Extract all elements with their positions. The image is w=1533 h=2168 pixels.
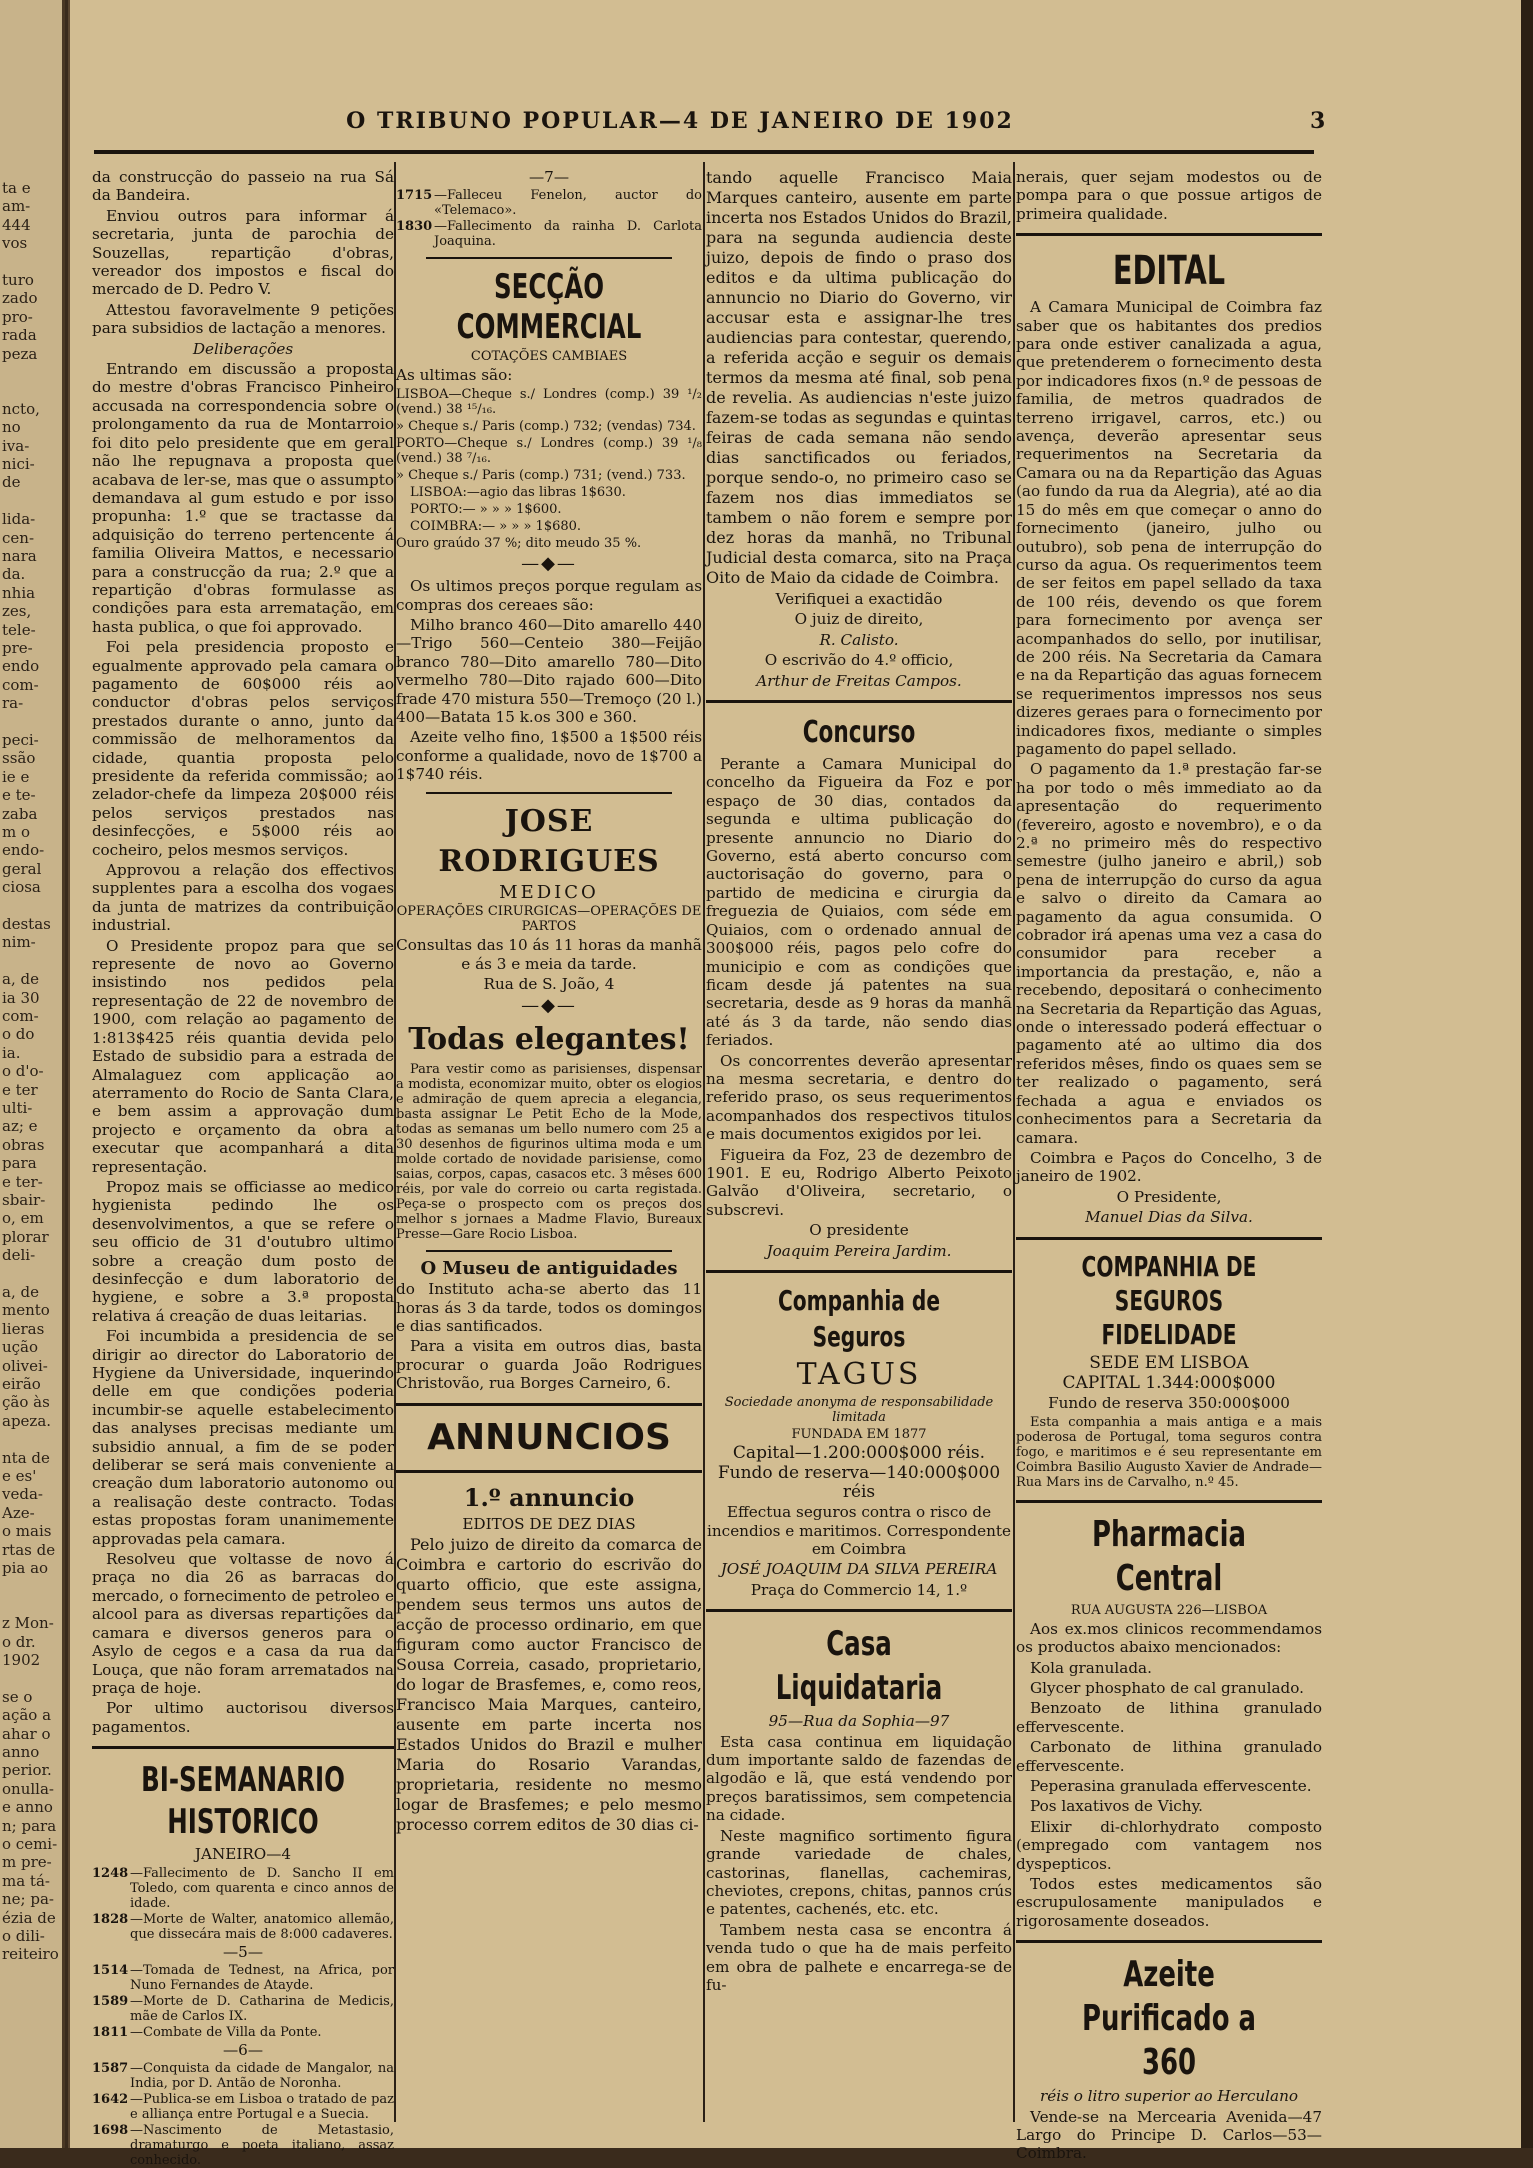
- exchange-line: PORTO—Cheque s./ Londres (comp.) 39 ¹/₈ (vend.) 38 ⁷/₁₆.: [396, 435, 702, 466]
- strip-fragment: tele-: [2, 620, 36, 639]
- column-divider: [1013, 162, 1015, 2122]
- paragraph: Aos ex.mos clinicos recommendamos os productos abaixo mencionados:: [1016, 1619, 1322, 1657]
- product-item: Benzoato de lithina granulado effervescente.: [1016, 1699, 1322, 1736]
- strip-fragment: eirão: [2, 1375, 41, 1393]
- strip-fragment: o dr.: [2, 1632, 36, 1651]
- strip-fragment: e ter: [2, 1080, 38, 1099]
- divider: [426, 257, 672, 259]
- strip-fragment: m o: [2, 823, 31, 841]
- product-item: Kola granulada.: [1030, 1658, 1152, 1677]
- strip-fragment: turo: [2, 271, 34, 289]
- clerk-label: O escrivão do 4.º officio,: [764, 651, 954, 670]
- divider: [1016, 1237, 1322, 1240]
- bisemanario-title: BI-SEMANARIO HISTORICO: [141, 1760, 345, 1843]
- exchange-line: LISBOA—Cheque s./ Londres (comp.) 39 ¹/₂ (vend.) 38 ¹⁵/₁₆.: [396, 386, 702, 417]
- divider: [1016, 1940, 1322, 1943]
- announcement-number: 1.º annuncio: [463, 1482, 635, 1512]
- divider: [1016, 1500, 1322, 1503]
- reserve-line: Fundo de reserva—140:000$000 réis: [717, 1463, 1001, 1502]
- paragraph: Foi incumbida a presidencia de se dirigir ao director do Laboratorio de Hygiene da Universidade, inquerindo delle em que condições poderia incumbir-se aquelle estabelecimento das analyses precisas mediante um subsidio annual, a fim de se poder deliberar se será mais conveniente a creação dum laboratorio autonomo ou a realisação deste contracto. Todas estas propostas foram unanimemente approvadas pela camara.: [92, 1327, 394, 1548]
- history-entry: 1715 —Falleceu Fenelon, auctor do «Telemaco».: [396, 188, 702, 219]
- strip-fragment: peza: [2, 344, 38, 363]
- paragraph: Os concorrentes deverão apresentar na mesma secretaria, e dentro do referido praso, os seus requerimentos acompanhados dos respectivos titulos e mais documentos exigidos por lei.: [706, 1051, 1012, 1144]
- divider: [92, 1746, 394, 1749]
- strip-fragment: rtas de: [2, 1540, 56, 1559]
- column-1: [92, 168, 394, 2168]
- product-item: Peperasina granulada effervescente.: [1030, 1777, 1312, 1795]
- casa-address: 95—Rua da Sophia—97: [768, 1712, 950, 1731]
- exchange-line: Ouro graúdo 37 %; dito meudo 35 %.: [396, 535, 642, 551]
- strip-fragment: ção às: [2, 1393, 50, 1412]
- history-entry: 1830 —Fallecimento da rainha D. Carlota Joaquina.: [396, 219, 702, 250]
- agent-address: Praça do Commercio 14, 1.º: [750, 1580, 968, 1599]
- olive-oil-subtitle: réis o litro superior ao Herculano: [1039, 2087, 1299, 2106]
- page-header: O TRIBUNO POPULAR—4 DE JANEIRO DE 1902: [346, 108, 1014, 134]
- product-item: Elixir di-chlorhydrato composto (empregado com vantagem nos dyspepticos.: [1016, 1817, 1322, 1873]
- insurance-title: Companhia de Seguros: [777, 1284, 941, 1353]
- product-list: [1016, 1659, 1322, 1873]
- strip-fragment: ta e: [2, 179, 31, 197]
- doctor-name: JOSE RODRIGUES: [438, 803, 660, 879]
- strip-fragment: 444: [2, 215, 31, 234]
- strip-fragment: o mais: [2, 1522, 52, 1541]
- fidelidade-reserve: Fundo de reserva 350:000$000: [1048, 1394, 1290, 1413]
- bisemanario-month: JANEIRO—4: [194, 1845, 292, 1864]
- paragraph: Neste magnifico sortimento figura grande variedade de chales, castorinas, flanellas, cachemiras, cheviotes, crepons, chitas, pannos crús e patentes, cachenés, etc. etc.: [706, 1826, 1012, 1919]
- strip-fragment: nim-: [2, 933, 36, 952]
- judge-name: R. Calisto.: [819, 630, 899, 649]
- history-entry: 1589 —Morte de D. Catharina de Medicis, mãe de Carlos IX.: [92, 1993, 394, 2024]
- strip-fragment: anno: [2, 1743, 40, 1761]
- doctor-services: OPERAÇÕES CIRURGICAS—OPERAÇÕES DE PARTOS: [396, 904, 702, 935]
- strip-fragment: z Mon-: [2, 1614, 54, 1633]
- paragraph: Entrando em discussão a proposta do mestre d'obras Francisco Pinheiro accusada na correspondencia sobre o prolongamento da rua de Montarroio foi dito pelo presidente que em geral não lhe repugnava a proposta que acabava de ler-se, mas que o assumpto demandava al gum estudo e por isso propunha: 1.º que se tractasse da adquisição do terreno pertencente á familia Oliveira Mattos, e necessario para a construcção da rua; 2.º que a repartição d'obras formulasse as condições para esta arrematação, em hasta publica, o que foi approvado.: [92, 360, 394, 636]
- strip-fragment: ma tá-: [2, 1871, 50, 1890]
- paragraph: Approvou a relação dos effectivos supplentes para a escolha dos vogaes da junta de matrizes da contribuição industrial.: [92, 861, 394, 935]
- divider: [1016, 233, 1322, 236]
- strip-fragment: m pre-: [2, 1853, 52, 1872]
- strip-fragment: onulla-: [2, 1779, 54, 1798]
- ornament-divider: —◆—: [521, 995, 577, 1017]
- strip-fragment: zaba: [2, 804, 38, 823]
- strip-fragment: n; para: [2, 1816, 57, 1835]
- strip-fragment: reiteiro: [2, 1945, 59, 1964]
- history-entry: 1587 —Conquista da cidade de Mangalor, na India, por D. Antão de Noronha.: [92, 2061, 394, 2092]
- strip-fragment: e anno: [2, 1798, 53, 1817]
- strip-fragment: Aze-: [2, 1503, 35, 1522]
- divider: [706, 1270, 1012, 1273]
- history-entry: 1698 —Nascimento de Metastasio, dramaturgo e poeta italiano, assaz conhecido.: [92, 2123, 394, 2168]
- verification: Verifiquei a exactidão: [775, 590, 943, 608]
- strip-fragment: com-: [2, 1007, 39, 1025]
- edital-title: EDITAL: [1112, 248, 1226, 295]
- olive-oil-title: Azeite Purificado a 360: [1081, 1954, 1257, 2084]
- strip-fragment: o do: [2, 1025, 35, 1044]
- paragraph: Coimbra e Paços do Concelho, 3 de janeiro de 1902.: [1016, 1148, 1322, 1186]
- paragraph: da construcção do passeio na rua Sá da Bandeira.: [92, 168, 394, 205]
- paragraph: Milho branco 460—Dito amarello 440—Trigo 560—Centeio 380—Feijão branco 780—Dito amarello 780—Dito vermelho 780—Dito rajado 600—Dito frade 470 mistura 550—Tremoço (20 l.) 400—Batata 15 k.os 300 e 360.: [396, 616, 702, 727]
- strip-fragment: veda-: [2, 1485, 43, 1504]
- previous-page-strip: [0, 0, 65, 2148]
- strip-fragment: com-: [2, 675, 39, 694]
- strip-fragment: vos: [2, 234, 28, 253]
- history-entry: 1642 —Publica-se em Lisboa o tratado de paz e alliança entre Portugal e a Suecia.: [92, 2092, 394, 2123]
- strip-fragment: am-: [2, 197, 31, 216]
- paragraph: Esta companhia a mais antiga e a mais poderosa de Portugal, toma seguros contra fogo, e maritimos e é seu representante em Coimbra Basilio Augusto Xavier de Andrade—Rua Mars ins de Carvalho, n.º 45.: [1016, 1414, 1322, 1490]
- doctor-address: Rua de S. João, 4: [483, 974, 615, 993]
- strip-fragment: ução: [2, 1338, 39, 1357]
- paragraph: Propoz mais se officiasse ao medico hygienista pedindo lhe os desenvolvimentos, a que se refere o seu officio de 31 d'outubro ultimo sobre a creação dum posto de desinfecção e dum laboratorio de hygiene, e sobre a 3.ª proposta relativa á creação de duas leitarias.: [92, 1177, 394, 1325]
- history-entry: 1248 —Fallecimento de D. Sancho II em Toledo, com quarenta e cinco annos de idade.: [92, 1865, 394, 1911]
- strip-fragment: cen-: [2, 528, 35, 547]
- strip-fragment: ssão: [2, 749, 36, 768]
- exchange-line: » Cheque s./ Paris (comp.) 732; (vendas) 734.: [396, 418, 696, 434]
- history-entry: 1828 —Morte de Walter, anatomico allemão, que dissecára mais de 8:000 cadaveres.: [92, 1911, 394, 1942]
- product-item: Pos laxativos de Vichy.: [1030, 1797, 1203, 1816]
- paragraph: Foi pela presidencia proposto e egualmente approvado pela camara o pagamento de 60$000 réis ao conductor d'obras pelos serviços prestados durante o anno, junto da commissão de melhoramentos da cidade, quantia proposta pelo presidente da referida commissão; ao zelador-chefe da limpeza 20$000 réis pelos serviços prestados nas desinfecções, e 5$000 réis ao cocheiro, pelos mesmos serviços.: [92, 638, 394, 859]
- paragraph: Todos estes medicamentos são escrupulosamente manipulados e rigorosamente doseados.: [1016, 1875, 1322, 1930]
- strip-fragment: o, em: [2, 1209, 44, 1228]
- divider: [396, 1403, 702, 1406]
- paragraph: Enviou outros para informar á secretaria, junta de parochia de Souzellas, repartição d'obras, vereador dos impostos e fiscal do mercado de D. Pedro V.: [92, 206, 394, 299]
- paragraph: Os ultimos preços porque regulam as compras dos cereaes são:: [396, 577, 702, 614]
- paragraph: Pelo juizo de direito da comarca de Coimbra e cartorio do escrivão do quarto officio, que este assigna, pendem seus termos uns autos de acção de processo ordinario, em que figuram como auctor Francisco de Sousa Correia, casado, proprietario, do logar de Brasfemes, e, como reos, Francisco Maia Marques, canteiro, ausente em parte incerta nos Estados Unidos do Brazil e mulher Maria do Rosario Varandas, proprietaria, residente no mesmo logar de Brasfemes; e pelo mesmo processo correm editos de 30 dias ci-: [396, 1534, 702, 1834]
- strip-fragment: de: [2, 473, 21, 492]
- day-marker: —6—: [222, 2040, 264, 2059]
- divider: [426, 1250, 672, 1252]
- paragraph: As ultimas são:: [396, 366, 513, 385]
- divider: [706, 1609, 1012, 1612]
- commercial-section-title: SECÇÃO COMMERCIAL: [456, 267, 642, 348]
- paragraph: Azeite velho fino, 1$500 a 1$500 réis conforme a qualidade, novo de 1$700 a 1$740 réis.: [396, 728, 702, 784]
- column-2: [396, 168, 702, 2128]
- paragraph: Esta casa continua em liquidação dum importante saldo de fazendas de algodão e lã, que está vendendo por preços baratissimos, sem competencia na cidade.: [706, 1732, 1012, 1825]
- strip-fragment: ahar o: [2, 1724, 51, 1743]
- fidelidade-seat: SEDE EM LISBOA: [1089, 1352, 1249, 1373]
- day-marker: —5—: [222, 1942, 264, 1961]
- strip-fragment: apeza.: [2, 1411, 52, 1430]
- subheading: COTAÇÕES CAMBIAES: [470, 349, 628, 365]
- strip-fragment: pre-: [2, 639, 33, 657]
- exchange-line: PORTO:— » » » 1$600.: [410, 501, 562, 517]
- paragraph: Perante a Camara Municipal do concelho da Figueira da Foz e por espaço de 30 dias, contados da segunda e ultima publicação do presente annuncio no Diario do Governo, está aberto concurso com auctorisação do governo, para o partido de medicina e cirurgia da freguezia de Quiaios, com séde em Quiaios, com o ordenado annual de 300$000 réis, pagos pelo cofre do municipio e com as condições que ficam desde já patentes na sua secretaria, desde as 9 horas da manhã até ás 3 da tarde, não sendo dias feriados.: [706, 755, 1012, 1050]
- strip-fragment: lieras: [2, 1319, 45, 1338]
- strip-fragment: ézia de: [2, 1908, 56, 1927]
- strip-fragment: para: [2, 1154, 37, 1173]
- strip-fragment: pro-: [2, 307, 33, 326]
- history-entry: 1514 —Tomada de Tednest, na Africa, por Nuno Fernandes de Atayde.: [92, 1962, 394, 1993]
- strip-fragment: se o: [2, 1687, 33, 1706]
- announcement-heading: EDITOS DE DEZ DIAS: [462, 1514, 636, 1533]
- president-name: Joaquim Pereira Jardim.: [766, 1241, 952, 1260]
- strip-fragment: obras: [2, 1135, 45, 1154]
- column-divider: [703, 162, 705, 2122]
- pharmacy-title: Pharmacia Central: [1092, 1513, 1246, 1599]
- strip-fragment: deli-: [2, 1246, 36, 1265]
- strip-fragment: perior.: [2, 1761, 52, 1780]
- paragraph: Para a visita em outros dias, basta procurar o guarda João Rodrigues Christovão, rua Borges Carneiro, 6.: [396, 1337, 702, 1393]
- casa-title: Casa Liquidataria: [775, 1624, 943, 1709]
- paragraph: nerais, quer sejam modestos ou de pompa para o que possue artigos de primeira qualidade.: [1016, 168, 1322, 223]
- strip-fragment: nta de: [2, 1448, 50, 1467]
- divider: [396, 1470, 702, 1473]
- strip-fragment: rada: [2, 326, 37, 345]
- paragraph: O pagamento da 1.ª prestação far-se ha por todo o mês immediato ao da apresentação do requerimento (fevereiro, agosto e novembro), e o da 2.ª no primeiro mês do respectivo semestre (julho janeiro e abril,) sob pena de interrupção do curso da agua e salvo o direito da Camara ao pagamento da agua consumida. O cobrador irá apenas uma vez a casa do consumidor para receber a importancia da prestação, e, não a recebendo, depositará o conhecimento na Secretaria da Repartição das Aguas, onde o interessado poderá effectuar o pagamento até ao ultimo dia dos referidos mêses, findo os quaes sem se ter realizado o pagamento, será fechada a agua e enviados os conhecimentos para a Secretaria da camara.: [1016, 760, 1322, 1147]
- strip-fragment: plorar: [2, 1227, 49, 1246]
- fashion-ad-title: Todas elegantes!: [408, 1021, 690, 1057]
- strip-fragment: nara: [2, 547, 37, 565]
- museum-title: O Museu de antiguidades: [420, 1257, 678, 1279]
- strip-fragment: ra-: [2, 694, 24, 713]
- strip-fragment: e te-: [2, 786, 36, 805]
- product-item: Glycer phosphato de cal granulado.: [1030, 1678, 1304, 1697]
- history-entry: 1811 —Combate de Villa da Ponte.: [92, 2024, 322, 2040]
- insurance-subtitle: Sociedade anonyma de responsabilidade limitada: [724, 1395, 994, 1425]
- strip-fragment: zado: [2, 289, 38, 308]
- announcements-title: ANNUNCIOS: [427, 1416, 671, 1458]
- president-label: O Presidente,: [1116, 1187, 1222, 1206]
- paragraph: Vende-se na Mercearia Avenida—47 Largo do Principe D. Carlos—53—Coimbra.: [1016, 2107, 1322, 2163]
- strip-fragment: a, de: [2, 970, 39, 989]
- fidelidade-capital: CAPITAL 1.344:000$000: [1062, 1372, 1276, 1393]
- page-edge: [1521, 0, 1533, 2148]
- paragraph: Attestou favoravelmente 9 petições para subsidios de lactação a menores.: [92, 300, 394, 338]
- strip-fragment: mento: [2, 1301, 50, 1320]
- strip-fragment: ia 30: [2, 988, 40, 1007]
- strip-fragment: olivei-: [2, 1356, 48, 1375]
- column-4: [1016, 168, 1322, 2163]
- strip-fragment: pia ao: [2, 1559, 49, 1577]
- strip-fragment: ncto,: [2, 399, 40, 418]
- divider: [706, 700, 1012, 703]
- strip-fragment: ação a: [2, 1706, 52, 1725]
- capital-line: Capital—1.200:000$000 réis.: [732, 1443, 986, 1463]
- paragraph: Resolveu que voltasse de novo á praça no dia 26 as barracas do mercado, o fornecimento de petroleo e alcool para as diversas repartições da camara e diversos generos para o Asylo de cegos e a casa da rua da Louça, que não foram arrematados na praça de hoje.: [92, 1550, 394, 1697]
- president-label: O presidente: [809, 1221, 909, 1240]
- strip-fragment: zes,: [2, 602, 32, 621]
- section-heading: Deliberações: [192, 339, 294, 358]
- strip-fragment: nici-: [2, 455, 35, 473]
- insurance-text: Effectua seguros contra o risco de incendios e maritimos. Correspondente em Coimbra: [707, 1503, 1011, 1559]
- page-number: 3: [1310, 108, 1326, 134]
- exchange-line: COIMBRA:— » » » 1$680.: [410, 518, 582, 534]
- column-3: [706, 168, 1012, 2128]
- paragraph: Tambem nesta casa se encontra á venda tudo o que ha de mais perfeito em obra de palhete e encarrega-se de fu-: [706, 1920, 1012, 1994]
- strip-fragment: iva-: [2, 436, 30, 455]
- exchange-line: » Cheque s./ Paris (comp.) 731; (vend.) 733.: [396, 467, 686, 483]
- pharmacy-address: RUA AUGUSTA 226—LISBOA: [1070, 1602, 1268, 1618]
- strip-fragment: endo-: [2, 841, 45, 860]
- strip-fragment: o d'o-: [2, 1062, 44, 1081]
- paragraph: Por ultimo auctorisou diversos pagamentos.: [92, 1699, 394, 1736]
- exchange-line: LISBOA:—agio das libras 1$630.: [410, 484, 626, 500]
- divider: [426, 792, 672, 794]
- fidelidade-title: COMPANHIA DE SEGUROS FIDELIDADE: [1081, 1249, 1257, 1351]
- strip-fragment: destas: [2, 915, 51, 933]
- strip-fragment: lida-: [2, 510, 36, 529]
- paragraph: O Presidente propoz para que se represente de novo ao Governo insistindo nos pedidos pela representação de 22 de novembro de 1900, com relação ao pagamento de 1:813$425 réis quantia devida pelo Estado de subsidio para a estrada de Almalaguez com applicação ao aterramento do Rocio de Santa Clara, e bem assim a approvação dum projecto e orçamento da obra a executar que acompanhará a dita representação.: [92, 936, 394, 1176]
- day-marker: —7—: [528, 168, 570, 186]
- paragraph: tando aquelle Francisco Maia Marques canteiro, ausente em parte incerta nos Estados Unidos do Brazil, para na segunda audiencia deste juizo, depois de findo o praso dos editos e da ultima publicação do annuncio no Diario do Governo, vir accusar esta e assignar-lhe tres audiencias para contestar, querendo, a referida acção e seguir os demais termos da mesma até final, sob pena de revelia. As audiencias n'este juizo fazem-se todas as segundas e quintas feiras de cada semana não sendo dias sanctificados ou feriados, porque sendo-o, no primeiro caso se fazem nos dias immediatos se tambem o não forem e sempre por dez horas da manhã, no Tribunal Judicial desta comarca, sito na Praça Oito de Maio da cidade de Coimbra.: [706, 168, 1012, 587]
- fashion-ad-text: Para vestir como as parisienses, dispensar a modista, economizar muito, obter os elogios e admiração de quem aprecia a elegancia, basta assignar Le Petit Echo de la Mode, todas as semanas um bello numero com 25 a 30 desenhos de figurinos ultima moda e um molde cortado de novidade parisiense, como saias, corpos, capas, casacos etc. 3 mêses 600 réis, por vale do correio ou carta registada. Peça-se o prospecto com os preços dos melhor s jornaes a Madme Flavio, Bureaux Presse—Gare Rocio Lisboa.: [396, 1061, 702, 1242]
- strip-fragment: ie e: [2, 767, 30, 786]
- tagus-title: TAGUS: [796, 1357, 922, 1392]
- strip-fragment: 1902: [2, 1651, 41, 1669]
- product-item: Carbonato de lithina granulado effervescente.: [1016, 1738, 1322, 1775]
- ornament-divider: —◆—: [521, 552, 577, 574]
- strip-fragment: ciosa: [2, 878, 41, 897]
- strip-fragment: sbair-: [2, 1191, 46, 1209]
- strip-fragment: az; e: [2, 1117, 38, 1136]
- clerk-name: Arthur de Freitas Campos.: [756, 671, 962, 690]
- strip-fragment: geral: [2, 859, 42, 878]
- founded: FUNDADA EM 1877: [791, 1427, 927, 1442]
- judge-label: O juiz de direito,: [794, 610, 924, 629]
- doctor-hours: Consultas das 10 ás 11 horas da manhã e ás 3 e meia da tarde.: [396, 936, 702, 973]
- paragraph: Figueira da Foz, 23 de dezembro de 1901. E eu, Rodrigo Alberto Peixoto Galvão d'Oliveira, secretario, o subscrevi.: [706, 1145, 1012, 1219]
- strip-fragment: peci-: [2, 731, 39, 749]
- strip-fragment: nhia: [2, 583, 36, 602]
- concurso-title: Concurso: [802, 715, 916, 751]
- strip-fragment: ne; pa-: [2, 1890, 54, 1909]
- agent-name: JOSÉ JOAQUIM DA SILVA PEREIRA: [720, 1560, 998, 1579]
- strip-fragment: a, de: [2, 1283, 39, 1301]
- strip-fragment: e ter-: [2, 1172, 43, 1191]
- strip-fragment: e es': [2, 1467, 37, 1485]
- doctor-title: MEDICO: [499, 881, 599, 903]
- strip-fragment: o dili-: [2, 1927, 45, 1945]
- strip-fragment: endo: [2, 657, 40, 676]
- header-rule: [94, 150, 1314, 154]
- paragraph: A Camara Municipal de Coimbra faz saber que os habitantes dos predios para onde estiver canalizada a agua, que pretenderem o fornecimento desta por indicadores fixos (n.º de pessoas de familia, de metros quadrados de terreno irrigavel, carros, etc.) ou avença, deverão apresentar seus requerimentos na Secretaria da Camara ou na da Repartição das Aguas (ao fundo da rua da Alegria), até ao dia 15 do mês em que começar o anno do fornecimento (janeiro, julho ou outubro), sob pena de interrupção do curso da agua. Os requerimentos teem de ser feitos em papel sellado da taxa de 100 réis, devendo os que forem para fornecimento por avença ser acompanhados do sello, por inutilisar, de 200 réis. Na Secretaria da Camara e na da Repartição das aguas fornecem se requerimentos impressos nos seus dizeres geraes para o fornecimento por indicadores fixos, mediante o simples pagamento do papel sellado.: [1016, 298, 1322, 758]
- strip-fragment: o cemi-: [2, 1835, 58, 1853]
- president-name: Manuel Dias da Silva.: [1085, 1208, 1253, 1227]
- strip-fragment: ulti-: [2, 1099, 33, 1117]
- strip-fragment: ia.: [2, 1043, 21, 1062]
- strip-fragment: da.: [2, 565, 26, 584]
- strip-fragment: no: [2, 418, 21, 437]
- paragraph: do Instituto acha-se aberto das 11 horas ás 3 da tarde, todos os domingos e dias santificados.: [396, 1280, 702, 1335]
